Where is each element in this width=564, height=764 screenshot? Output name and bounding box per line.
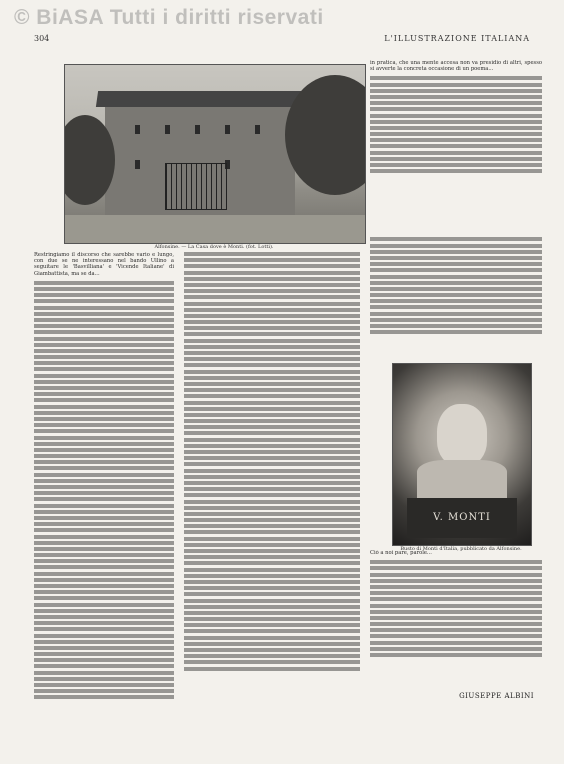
bust-head [437,404,487,466]
house-photo [64,64,366,244]
bust-inscription: V. MONTI [407,498,517,538]
ground [65,215,365,243]
photo1-caption: Alfonsine. — La Casa dove è Monti. (fot. Lotti). [154,244,274,250]
bust-shoulders [417,460,507,500]
page-number: 304 [34,34,50,43]
photo2-caption: Busto di Monti d'Italia, pubblicato da Alfonsine. [400,546,522,552]
journal-title: L'ILLUSTRAZIONE ITALIANA [384,34,530,43]
watermark: © BiASA Tutti i diritti riservati [14,6,324,29]
col1-text: Restringiamo il discorso che sarebbe vario e lungo, con due se ne interessano nel bando Ullino a seguitare le 'Basvilliana' e 'Vicende Italiane' di Giambattista, ma se da... [34,252,174,277]
article-column-2 [184,252,360,712]
article-column-3 [370,60,542,356]
col4-text: Ciò a noi pare, parole... [370,550,432,556]
bust-photo [392,363,532,546]
iron-gate [165,163,227,210]
house-roof [96,91,303,107]
article-column-4 [370,550,542,676]
col3-text: in pratica, che una mente accesa non va presidio di altri, spesso si avverte la concreta occasione di un poema... [370,60,542,73]
article-column-1 [34,252,174,712]
author-signature: GIUSEPPE ALBINI [459,692,534,700]
